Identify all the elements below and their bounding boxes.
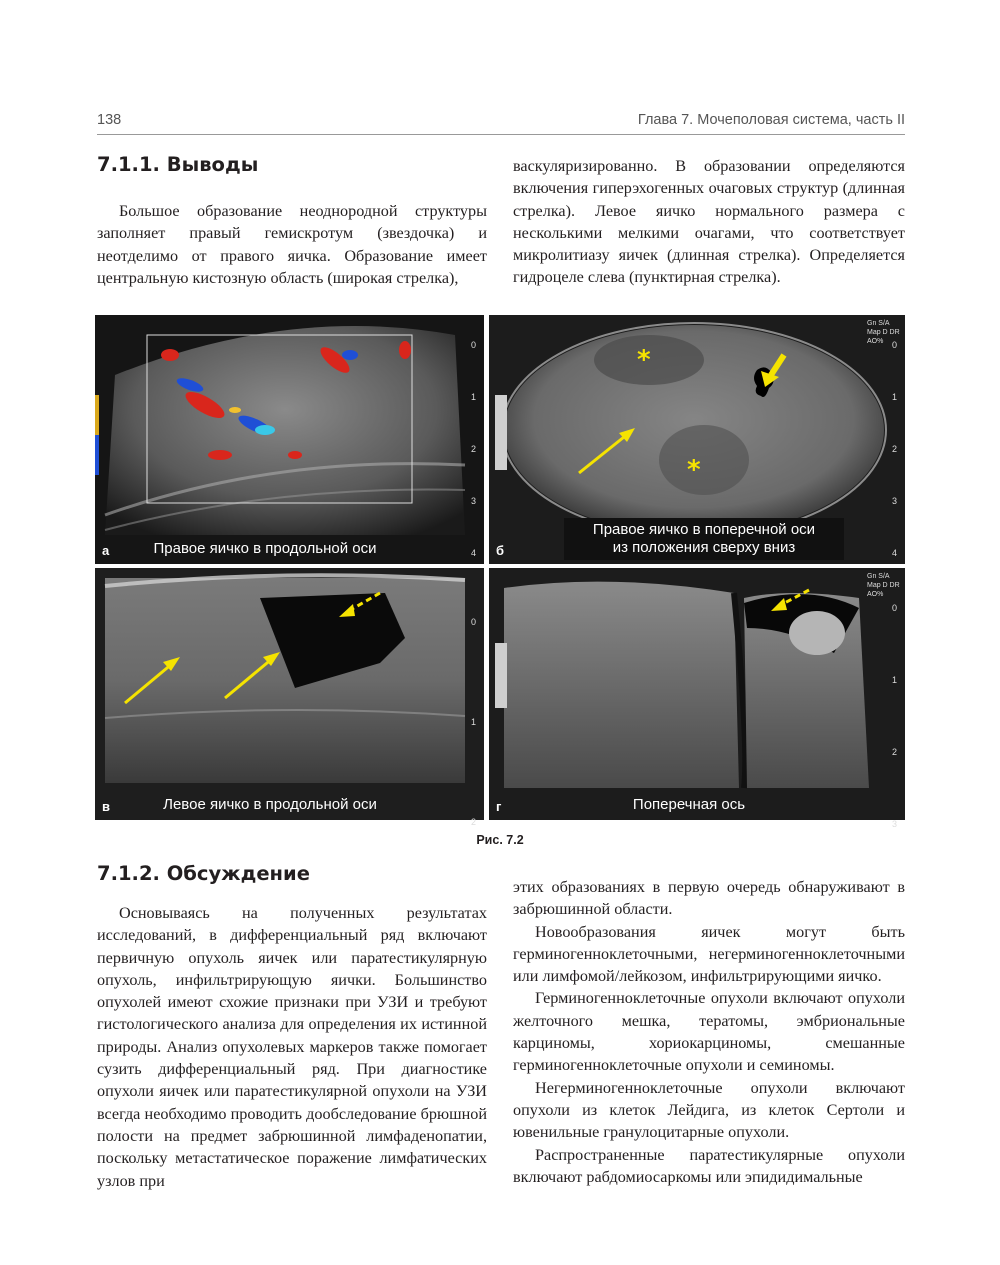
depth-mark: 2 <box>470 444 476 454</box>
asterisk-marker: * <box>687 455 701 485</box>
panel-caption-g: Поперечная ось <box>632 796 746 813</box>
paragraph: Распространенные паратестикулярные опухоли включают рабдомиосаркомы или эпидидимальные <box>513 1145 905 1186</box>
panel-caption-v: Левое яичко в продольной оси <box>163 796 377 813</box>
depth-mark: 3 <box>891 496 897 506</box>
depth-mark: 4 <box>891 548 897 558</box>
depth-mark: 0 <box>891 603 897 613</box>
caption-line: Правое яичко в поперечной оси <box>592 521 816 538</box>
panel-letter-a: а <box>102 543 110 558</box>
chapter-title: Глава 7. Мочеполовая система, часть II <box>637 112 905 128</box>
paragraph: этих образованиях в первую очередь обнаруживают в забрюшинной области. <box>513 878 905 919</box>
depth-mark: 0 <box>470 617 476 627</box>
scanner-settings: Gn S/A Map D DR AO% <box>867 573 900 598</box>
header-rule <box>97 134 905 135</box>
left-column-discussion <box>97 902 487 1192</box>
panel-caption-a: Правое яичко в продольной оси <box>153 540 377 557</box>
ultrasound-image-a <box>95 315 484 564</box>
scanner-settings: Gn S/A Map D DR AO% <box>867 320 900 345</box>
section-heading-conclusions: 7.1.1. Выводы <box>97 153 259 176</box>
depth-mark: 1 <box>470 717 476 727</box>
paragraph: Новообразования яичек могут быть герминогенноклеточными, негерминогенноклеточными или лимфомой/лейкозом, инфильтрирующими яичко. <box>513 922 905 986</box>
depth-scale <box>892 572 897 860</box>
asterisk-marker: * <box>637 345 651 375</box>
ultrasound-panel-v <box>95 568 484 827</box>
ultrasound-image-v <box>95 568 484 820</box>
paragraph: Герминогенноклеточные опухоли включают опухоли желточного мешка, тератомы, эмбриональные карциномы, хориокарциномы, смешанные герминогенноклеточные опухоли и семиномы. <box>513 989 905 1075</box>
depth-mark: 1 <box>470 392 476 402</box>
depth-mark: 1 <box>891 675 897 685</box>
depth-mark: 0 <box>470 340 476 350</box>
depth-mark: 4 <box>470 548 476 558</box>
ultrasound-panel-b <box>489 315 905 564</box>
section-heading-discussion: 7.1.2. Обсуждение <box>97 862 310 885</box>
right-column-conclusions <box>513 155 905 289</box>
ultrasound-image-g <box>489 568 905 820</box>
left-column-conclusions <box>97 200 487 289</box>
depth-mark: 3 <box>891 819 897 829</box>
depth-mark: 2 <box>891 747 897 757</box>
paragraph: Большое образование неоднородной структуры заполняет правый гемискротум (звездочка) и неотделимо от правого яичка. Образование имеет центральную кистозную область (широкая стрелка), <box>97 202 487 287</box>
paragraph: Основываясь на полученных результатах исследований, в дифференциальный ряд включают первичную опухоль яичек или паратестикулярную опухоль, инфильтрирующую яички. Большинство опухолей имеют схожие признаки при УЗИ и требуют гистологического анализа для определения их истинной природы. Анализ опухолевых маркеров также помогает сузить дифференциальный ряд. При диагностике опухоли яичек или паратестикулярной опухоли на УЗИ всегда необходимо проводить дообследование брюшной полости на предмет забрюшинной лимфаденопатии, поскольку метастатическое поражение лимфатических узлов при <box>97 904 487 1190</box>
page-number: 138 <box>97 112 122 128</box>
right-column-discussion <box>513 876 905 1188</box>
paragraph: васкуляризированно. В образовании определяются включения гиперэхогенных очаговых структур (длинная стрелка). Левое яичко нормального размера с несколькими мелкими очагами, что соответствует микролитиазу яичек (длинная стрелка). Определяется гидроцеле слева (пунктирная стрелка). <box>513 157 905 287</box>
depth-scale <box>471 572 476 872</box>
panel-letter-b: б <box>496 543 505 558</box>
caption-line: из положения сверху вниз <box>612 539 796 556</box>
depth-scale <box>892 319 897 579</box>
panel-caption-b <box>564 518 844 560</box>
paragraph: Негерминогенноклеточные опухоли включают опухоли из клеток Лейдига, из клеток Сертоли и ювенильные гранулоцитарные опухоли. <box>513 1078 905 1142</box>
running-header <box>97 112 905 134</box>
panel-letter-v: в <box>102 799 110 814</box>
depth-mark: 2 <box>891 444 897 454</box>
ultrasound-panel-g <box>489 568 905 829</box>
figure-caption: Рис. 7.2 <box>476 833 524 847</box>
depth-mark: 0 <box>891 340 897 350</box>
depth-mark: 1 <box>891 392 897 402</box>
panel-letter-g: г <box>496 799 502 814</box>
ultrasound-panel-a <box>95 315 484 564</box>
depth-mark: 3 <box>470 496 476 506</box>
depth-mark: 2 <box>470 817 476 827</box>
depth-scale <box>471 319 476 579</box>
